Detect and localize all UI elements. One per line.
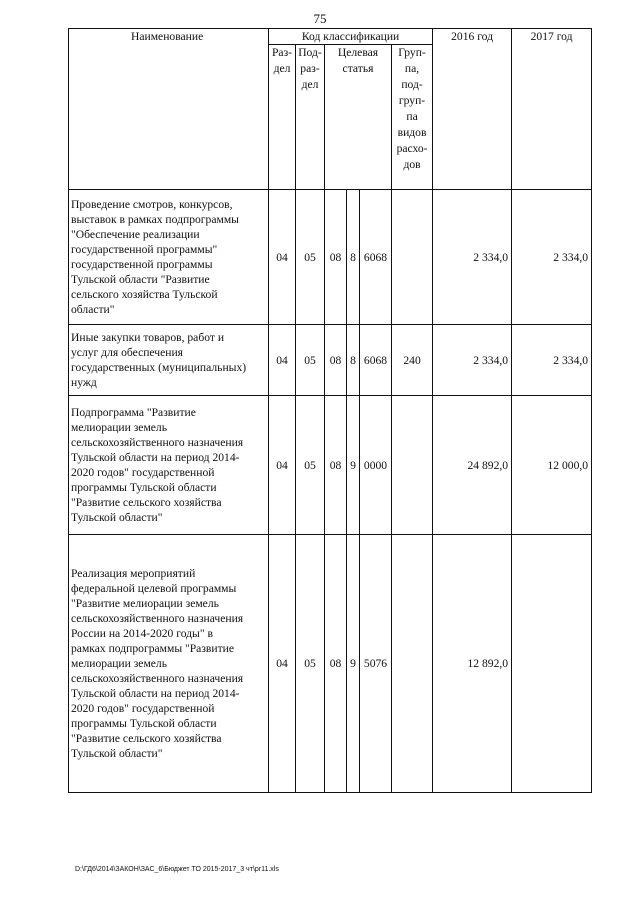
row-amount-2016: 24 892,0: [433, 396, 512, 535]
header-section-line: дел: [273, 62, 291, 75]
row-name-line: Иные закупки товаров, работ и: [71, 331, 225, 344]
header-subsection-line: раз-: [300, 62, 320, 75]
table-row: [69, 396, 592, 535]
row-name-line: Тульской области "Развитие: [71, 273, 210, 286]
header-section: [269, 45, 296, 190]
row-amount-2016: 2 334,0: [433, 190, 512, 325]
row-name-line: программы Тульской области: [71, 717, 217, 730]
header-expense-type-line: расхо-: [396, 142, 428, 155]
row-section: 04: [269, 325, 296, 396]
row-name-line: выставок в рамках подпрограммы: [71, 213, 239, 226]
header-subsection-line: дел: [301, 78, 319, 91]
row-target-code: 6068: [360, 190, 392, 325]
row-name-line: государственных (муниципальных): [71, 361, 247, 374]
row-name-line: сельскохозяйственного назначения: [71, 672, 244, 685]
header-target-item-line: статья: [342, 62, 374, 75]
header-classification: Код классификации: [269, 29, 433, 45]
row-amount-2016: 2 334,0: [433, 325, 512, 396]
row-name-line: сельского хозяйства Тульской: [71, 288, 218, 301]
row-target-program: 08: [325, 396, 347, 535]
row-name-line: Проведение смотров, конкурсов,: [71, 198, 233, 211]
row-section: 04: [269, 190, 296, 325]
row-subsection: 05: [296, 325, 325, 396]
header-target-item-line: Целевая: [337, 46, 379, 59]
row-name: [69, 190, 269, 325]
budget-table: [68, 28, 592, 793]
header-expense-type-line: под-: [401, 78, 423, 91]
table-row: [69, 325, 592, 396]
row-name-line: мелиорации земель: [71, 421, 168, 434]
header-section-line: Раз-: [271, 46, 293, 59]
row-name-line: 2020 годов" государственной: [71, 702, 215, 715]
header-expense-type-line: Груп-: [398, 46, 426, 59]
row-name-line: мелиорации земель: [71, 657, 168, 670]
row-name-line: "Развитие сельского хозяйства: [71, 732, 222, 745]
row-name-line: Подпрограмма "Развитие: [71, 406, 196, 419]
row-target-program: 08: [325, 535, 347, 793]
row-target-code: 5076: [360, 535, 392, 793]
row-subsection: 05: [296, 190, 325, 325]
row-name-line: Тульской области": [71, 511, 163, 524]
row-name-line: государственной программы": [71, 243, 218, 256]
row-name-line: государственной программы: [71, 258, 213, 271]
row-name-line: "Развитие мелиорации земель: [71, 597, 219, 610]
header-expense-type: [392, 45, 433, 190]
row-amount-2017: 2 334,0: [512, 190, 592, 325]
row-name: [69, 535, 269, 793]
header-subsection: [296, 45, 325, 190]
header-name: Наименование: [69, 29, 269, 190]
row-section: 04: [269, 535, 296, 793]
row-name-line: области": [71, 303, 115, 316]
table-header: [69, 29, 592, 190]
row-expense-group: 240: [392, 325, 433, 396]
row-name-line: Тульской области": [71, 747, 163, 760]
header-expense-type-line: видов: [397, 126, 427, 139]
header-year-2016: 2016 год: [433, 29, 512, 190]
page-number: 75: [313, 11, 327, 26]
row-expense-group: [392, 190, 433, 325]
row-name-line: 2020 годов" государственной: [71, 466, 215, 479]
row-amount-2016: 12 892,0: [433, 535, 512, 793]
row-target-code: 0000: [360, 396, 392, 535]
row-name-line: федеральной целевой программы: [71, 582, 237, 595]
header-expense-type-line: груп-: [398, 94, 426, 107]
row-subsection: 05: [296, 396, 325, 535]
header-expense-type-line: па: [406, 110, 418, 123]
row-name: [69, 325, 269, 396]
row-expense-group: [392, 396, 433, 535]
row-name-line: "Развитие сельского хозяйства: [71, 496, 222, 509]
header-expense-type-line: дов: [403, 158, 421, 171]
row-name-line: сельскохозяйственного назначения: [71, 612, 244, 625]
row-name-line: "Обеспечение реализации: [71, 228, 200, 241]
row-amount-2017: 12 000,0: [512, 396, 592, 535]
row-target-subprogram: 8: [347, 190, 360, 325]
row-amount-2017: 2 334,0: [512, 325, 592, 396]
row-target-subprogram: 9: [347, 396, 360, 535]
row-name-line: Реализация мероприятий: [71, 567, 196, 580]
row-name-line: нужд: [71, 376, 97, 389]
row-target-subprogram: 8: [347, 325, 360, 396]
table-row: [69, 190, 592, 325]
header-expense-type-line: па,: [404, 62, 420, 75]
row-section: 04: [269, 396, 296, 535]
row-subsection: 05: [296, 535, 325, 793]
row-target-code: 6068: [360, 325, 392, 396]
row-target-program: 08: [325, 325, 347, 396]
footer-file-path: D:\ГД6\2014\ЗАКОН\ЗАС_6\Бюджет ТО 2015-2017_3 чт\pr11.xls: [75, 866, 279, 873]
row-name-line: России на 2014-2020 годы" в: [71, 627, 213, 640]
header-target-item: [325, 45, 392, 190]
row-name-line: Тульской области на период 2014-: [71, 451, 240, 464]
row-name: [69, 396, 269, 535]
row-name-line: сельскохозяйственного назначения: [71, 436, 244, 449]
row-target-subprogram: 9: [347, 535, 360, 793]
row-name-line: Тульской области на период 2014-: [71, 687, 240, 700]
table-row: [69, 535, 592, 793]
header-subsection-line: Под-: [298, 46, 322, 59]
row-target-program: 08: [325, 190, 347, 325]
row-name-line: программы Тульской области: [71, 481, 217, 494]
row-amount-2017: [512, 535, 592, 793]
row-expense-group: [392, 535, 433, 793]
row-name-line: рамках подпрограммы "Развитие: [71, 642, 235, 655]
header-year-2017: 2017 год: [512, 29, 592, 190]
row-name-line: услуг для обеспечения: [71, 346, 183, 359]
